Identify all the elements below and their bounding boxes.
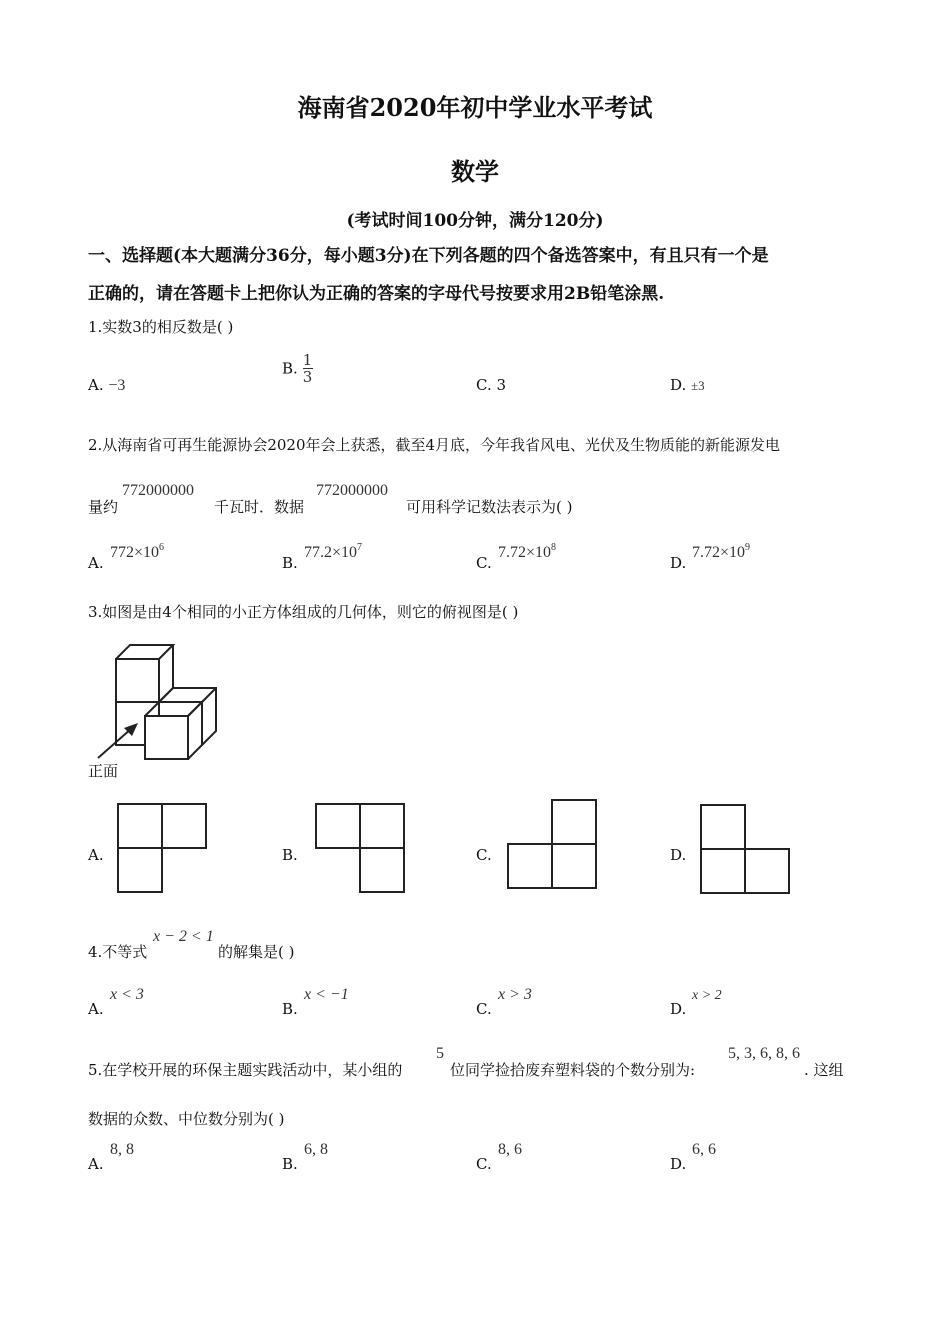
q2-option-c-value [498,542,556,562]
q1-option-a [88,376,125,395]
q4-option-c-value: x > 3 [498,986,532,1003]
q1-option-d [670,376,705,394]
q2-number-1: 772000000 [122,482,194,499]
q5-option-a-label: A. [88,1155,104,1173]
q2-seg2: 千瓦时．数据 [214,498,305,516]
cube-face [188,702,202,759]
q5-option-b-value: 6, 8 [304,1141,328,1158]
sci-exponent: 7 [357,542,363,553]
sci-exponent: 6 [159,542,165,553]
q3-option-d-figure [699,803,791,895]
front-label: 正面 [88,762,119,780]
fraction [303,352,313,385]
q5-option-c-label: C. [476,1155,492,1173]
q1-option-c [476,376,506,394]
q4-expression: x − 2 < 1 [153,928,214,945]
cube-edge [202,688,216,702]
q5-seg3: . 这组 [804,1061,844,1079]
q4-option-a-value: x < 3 [110,986,144,1003]
q5-option-a-value: 8, 8 [110,1141,134,1158]
exam-title: 海南省2020年初中学业水平考试 [297,93,653,122]
option-label: D. [670,376,687,394]
q4-option-c-label: C. [476,1000,492,1018]
q3-option-a-label: A. [88,846,104,864]
option-value: 3 [496,376,507,394]
q3-option-c-label: C. [476,846,492,864]
option-label: B. [282,359,298,378]
sci-base: 77.2×10 [304,544,358,561]
q5-count: 5 [436,1045,444,1062]
q2-option-c-label: C. [476,554,492,572]
q2-option-d-label: D. [670,554,687,572]
q4-seg1: 4.不等式 [88,943,148,961]
q2-option-b-label: B. [282,554,298,572]
sci-exponent: 8 [551,542,557,553]
q4-option-d-label: D. [670,1000,687,1018]
sci-base: 772×10 [110,544,160,561]
q2-option-d-value [692,542,750,562]
q5-seg2: 位同学捡拾废弃塑料袋的个数分别为: [450,1061,696,1079]
option-label: A. [88,376,104,394]
q3-option-d-label: D. [670,846,687,864]
q2-number-2: 772000000 [316,482,388,499]
q2-seg3: 可用科学记数法表示为( ) [406,498,573,516]
q5-option-c-value: 8, 6 [498,1141,522,1158]
q3-option-b-label: B. [282,846,298,864]
q4-seg2: 的解集是( ) [218,943,295,961]
q2-option-a-label: A. [88,554,104,572]
section1-line2: 正确的，请在答题卡上把你认为正确的答案的字母代号按要求用2B铅笔涂黑. [88,284,665,304]
q2-line1: 2.从海南省可再生能源协会2020年会上获悉，截至4月底，今年我省风电、光伏及生物质能的新能源发电 [88,436,781,454]
q5-option-b-label: B. [282,1155,298,1173]
q3-option-c-figure [506,798,598,890]
sci-base: 7.72×10 [692,544,746,561]
cube-face [145,702,202,716]
q2-seg1: 量约 [88,498,119,516]
option-value: −3 [108,377,126,394]
q2-option-a-value [110,542,164,562]
q4-option-b-label: B. [282,1000,298,1018]
cube-face [116,659,159,702]
q2-option-b-value [304,542,362,562]
fraction-numerator: 1 [302,351,313,369]
q5-dataset: 5, 3, 6, 8, 6 [728,1045,800,1062]
q5-option-d-label: D. [670,1155,687,1173]
subject-title: 数学 [451,157,499,186]
q5-option-d-value: 6, 6 [692,1141,716,1158]
q3-option-a-figure [116,802,208,894]
q1-stem: 1.实数3的相反数是( ) [88,318,234,336]
sci-exponent: 9 [745,542,751,553]
cube-face [159,645,173,702]
sci-base: 7.72×10 [498,544,552,561]
option-label: C. [476,376,492,394]
cube-face [116,645,173,659]
exam-info: (考试时间100分钟，满分120分) [346,211,604,231]
cube-face [145,716,188,759]
q5-line2: 数据的众数、中位数分别为( ) [88,1110,285,1128]
option-value: ±3 [691,378,705,393]
q4-option-d-value: x > 2 [692,988,722,1003]
q4-option-a-label: A. [88,1000,104,1018]
q5-seg1: 5.在学校开展的环保主题实践活动中，某小组的 [88,1061,403,1079]
q3-option-b-figure [314,802,406,894]
q3-stem: 3.如图是由4个相同的小正方体组成的几何体，则它的俯视图是( ) [88,603,519,621]
q4-option-b-value: x < −1 [304,986,349,1003]
fraction-denominator: 3 [302,368,313,386]
section1-line1: 一、选择题(本大题满分36分，每小题3分)在下列各题的四个备选答案中，有且只有一个是 [88,246,769,266]
q1-option-b [282,352,313,385]
